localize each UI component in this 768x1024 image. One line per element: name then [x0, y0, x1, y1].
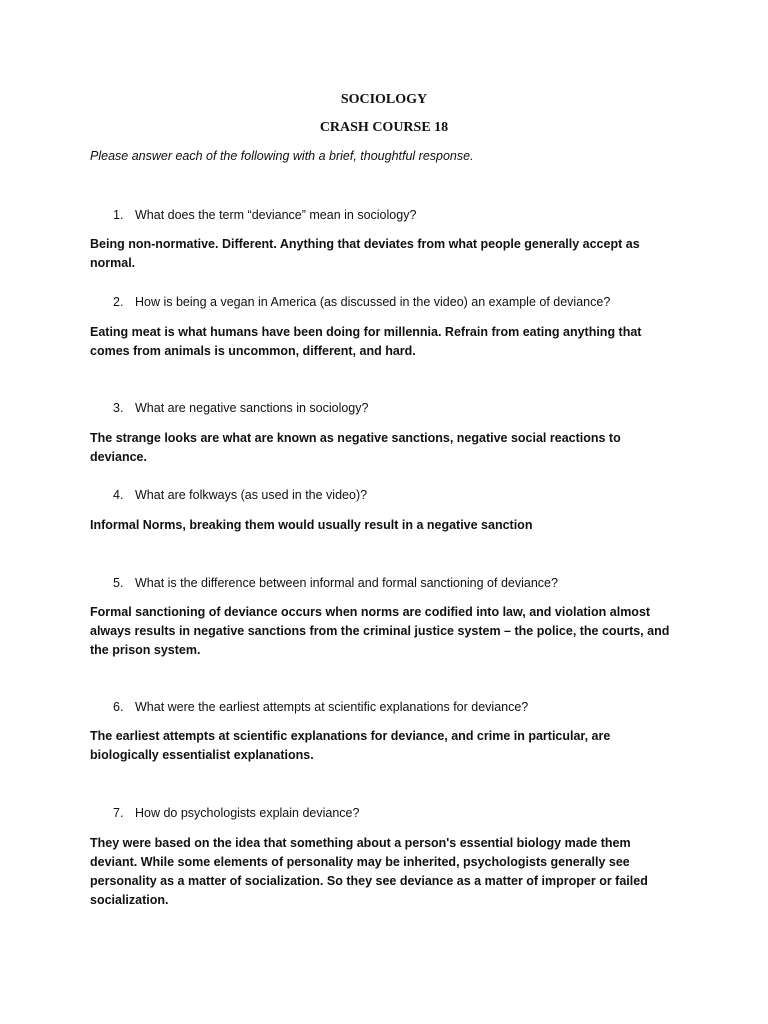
question-number: 2.: [113, 295, 124, 309]
question-7: [113, 806, 359, 820]
answer-2: Eating meat is what humans have been doing for millennia. Refrain from eating anything that comes from animals is uncommon, different, and hard.: [90, 325, 642, 358]
question-number: 7.: [113, 806, 124, 820]
question-text: How do psychologists explain deviance?: [135, 806, 360, 820]
question-text: How is being a vegan in America (as discussed in the video) an example of deviance?: [135, 295, 611, 309]
question-text: What were the earliest attempts at scientific explanations for deviance?: [135, 700, 529, 714]
question-number: 5.: [113, 576, 124, 590]
question-number: 6.: [113, 700, 124, 714]
question-1: [113, 208, 416, 222]
question-6: [113, 700, 528, 714]
answer-3: The strange looks are what are known as negative sanctions, negative social reactions to deviance.: [90, 431, 621, 464]
answer-1: Being non-normative. Different. Anything that deviates from what people generally accept as normal.: [90, 237, 640, 270]
answer-5: Formal sanctioning of deviance occurs when norms are codified into law, and violation almost always results in negative sanctions from the criminal justice system – the police, the courts, and the prison system.: [90, 605, 670, 657]
instructions-text: Please answer each of the following with a brief, thoughtful response.: [90, 149, 474, 163]
answer-6: The earliest attempts at scientific explanations for deviance, and crime in particular, are biologically essentialist explanations.: [90, 729, 611, 762]
question-text: What are folkways (as used in the video)?: [135, 488, 368, 502]
answer-7: They were based on the idea that something about a person's essential biology made them deviant. While some elements of personality may be inherited, psychologists generally see personality as a matter of socialization. So they see deviance as a matter of improper or failed socialization.: [90, 836, 648, 907]
question-text: What is the difference between informal and formal sanctioning of deviance?: [135, 576, 558, 590]
page-title: SOCIOLOGY: [340, 92, 428, 107]
question-2: [113, 295, 610, 309]
question-text: What does the term “deviance” mean in sociology?: [135, 208, 417, 222]
question-number: 3.: [113, 401, 124, 415]
question-3: [113, 401, 368, 415]
answer-4: Informal Norms, breaking them would usually result in a negative sanction: [90, 518, 533, 532]
question-number: 1.: [113, 208, 124, 222]
question-number: 4.: [113, 488, 124, 502]
question-4: [113, 488, 367, 502]
page-subtitle: CRASH COURSE 18: [319, 120, 449, 135]
question-5: [113, 576, 558, 590]
question-text: What are negative sanctions in sociology?: [135, 401, 369, 415]
